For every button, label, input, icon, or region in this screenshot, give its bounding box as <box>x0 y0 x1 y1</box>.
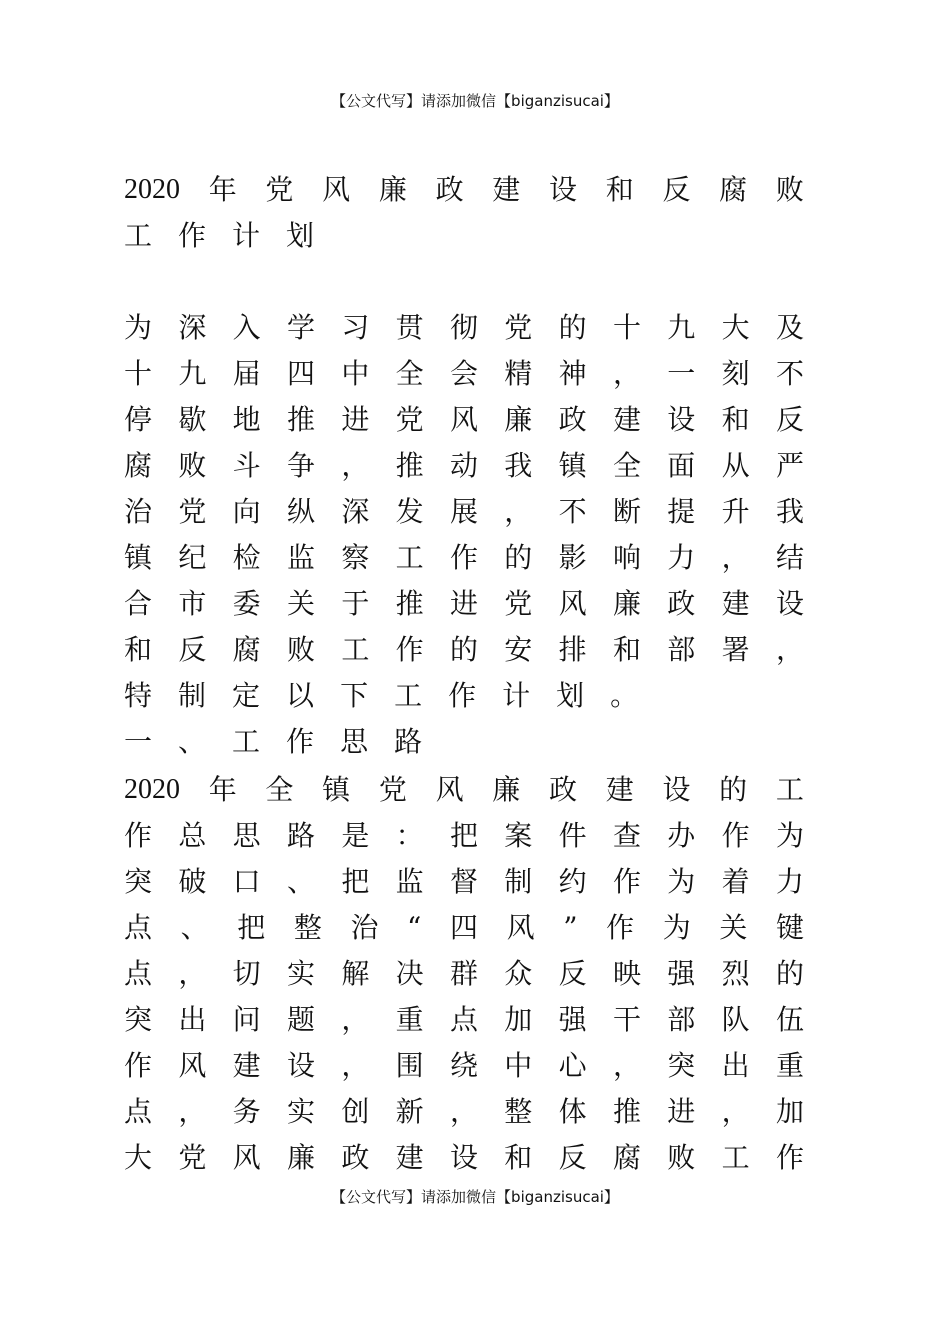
text-glyph: ， <box>612 357 641 390</box>
text-glyph: 的 <box>775 957 804 990</box>
text-glyph: 围 <box>395 1049 424 1082</box>
text-glyph: 一 <box>124 725 153 758</box>
text-glyph: 委 <box>232 587 261 620</box>
text-glyph: 神 <box>558 357 587 390</box>
text-glyph: 把 <box>449 819 478 852</box>
text-glyph: 绕 <box>449 1049 478 1082</box>
text-glyph: 和 <box>124 633 153 666</box>
text-glyph: 全 <box>265 773 294 806</box>
text-glyph: 查 <box>612 819 641 852</box>
text-glyph: 党 <box>178 495 207 528</box>
text-glyph: 作 <box>395 633 424 666</box>
text-glyph: 突 <box>667 1049 696 1082</box>
text-glyph: 破 <box>178 865 207 898</box>
text-glyph: ， <box>341 449 370 482</box>
text-glyph: 整 <box>293 911 322 944</box>
text-glyph: 影 <box>558 541 587 574</box>
text-glyph: 深 <box>178 311 207 344</box>
text-glyph: 干 <box>612 1003 641 1036</box>
text-glyph: 问 <box>232 1003 261 1036</box>
text-glyph: 的 <box>504 541 533 574</box>
text-glyph: 败 <box>286 633 315 666</box>
text-glyph: 为 <box>662 911 691 944</box>
paragraph-line <box>124 906 804 950</box>
paragraph-line <box>124 352 804 396</box>
text-glyph: 督 <box>449 865 478 898</box>
paragraph-line <box>124 1090 804 1134</box>
text-glyph: 的 <box>558 311 587 344</box>
text-glyph: 我 <box>504 449 533 482</box>
text-glyph: 党 <box>504 311 533 344</box>
text-glyph: 建 <box>721 587 750 620</box>
text-glyph: 提 <box>667 495 696 528</box>
text-glyph: 进 <box>667 1095 696 1128</box>
text-glyph: 我 <box>775 495 804 528</box>
text-glyph: 。 <box>610 679 639 712</box>
text-glyph: 力 <box>775 865 804 898</box>
text-glyph: 的 <box>449 633 478 666</box>
text-glyph: 制 <box>504 865 533 898</box>
text-glyph: 强 <box>667 957 696 990</box>
text-glyph: 风 <box>435 773 464 806</box>
text-glyph: 反 <box>662 173 691 206</box>
text-glyph: ， <box>341 1003 370 1036</box>
text-glyph: ： <box>395 819 424 852</box>
text-glyph: 队 <box>721 1003 750 1036</box>
text-glyph: 排 <box>558 633 587 666</box>
text-glyph: 和 <box>612 633 641 666</box>
text-glyph: 以 <box>286 679 315 712</box>
text-glyph: 和 <box>605 173 634 206</box>
text-glyph: 实 <box>286 1095 315 1128</box>
text-glyph: 作 <box>124 819 153 852</box>
text-glyph: 动 <box>449 449 478 482</box>
text-glyph: 及 <box>775 311 804 344</box>
text-glyph: 九 <box>667 311 696 344</box>
text-glyph: 路 <box>286 819 315 852</box>
text-glyph: 划 <box>556 679 585 712</box>
text-glyph: 下 <box>340 679 369 712</box>
text-glyph: 制 <box>178 679 207 712</box>
text-glyph: 是 <box>341 819 370 852</box>
text-glyph: 展 <box>449 495 478 528</box>
text-glyph: ， <box>721 1095 750 1128</box>
text-glyph: 反 <box>178 633 207 666</box>
text-glyph: 强 <box>558 1003 587 1036</box>
text-glyph: 设 <box>667 403 696 436</box>
text-glyph: 切 <box>232 957 261 990</box>
text-glyph: 治 <box>124 495 153 528</box>
text-glyph: 着 <box>721 865 750 898</box>
text-glyph: 腐 <box>124 449 153 482</box>
text-glyph: 从 <box>721 449 750 482</box>
text-glyph: 风 <box>232 1141 261 1174</box>
text-glyph: 案 <box>504 819 533 852</box>
text-glyph: 键 <box>775 911 804 944</box>
paragraph-line <box>124 814 804 858</box>
text-glyph: ， <box>178 1095 207 1128</box>
text-glyph: 安 <box>504 633 533 666</box>
text-glyph: “ <box>407 911 422 944</box>
text-glyph: 作 <box>775 1141 804 1174</box>
text-glyph: 口 <box>232 865 261 898</box>
text-glyph: 设 <box>775 587 804 620</box>
text-glyph: 十 <box>612 311 641 344</box>
text-glyph: 作 <box>286 725 315 758</box>
text-glyph: 办 <box>667 819 696 852</box>
paragraph-line <box>124 444 804 488</box>
paragraph-line <box>124 582 804 626</box>
text-glyph: 腐 <box>612 1141 641 1174</box>
text-glyph: 工 <box>721 1141 750 1174</box>
text-glyph: 点 <box>124 911 153 944</box>
text-glyph: 突 <box>124 865 153 898</box>
paragraph-line <box>124 628 804 672</box>
text-glyph: 检 <box>232 541 261 574</box>
text-glyph: 创 <box>341 1095 370 1128</box>
text-glyph: 廉 <box>612 587 641 620</box>
text-glyph: 大 <box>721 311 750 344</box>
text-glyph: 纪 <box>178 541 207 574</box>
text-glyph: 于 <box>341 587 370 620</box>
paragraph-line <box>124 952 804 996</box>
paragraph-line <box>124 490 804 534</box>
text-glyph: 风 <box>178 1049 207 1082</box>
text-glyph: 思 <box>340 725 369 758</box>
text-glyph: 把 <box>341 865 370 898</box>
text-glyph: 作 <box>606 911 635 944</box>
text-glyph: 反 <box>558 1141 587 1174</box>
text-glyph: 地 <box>232 403 261 436</box>
paragraph-line <box>124 398 804 442</box>
text-glyph: 败 <box>667 1141 696 1174</box>
text-glyph: 不 <box>775 357 804 390</box>
text-glyph: 政 <box>435 173 464 206</box>
text-glyph: 向 <box>232 495 261 528</box>
document-title-line-2 <box>124 214 804 258</box>
text-glyph: 总 <box>178 819 207 852</box>
text-glyph: 作 <box>612 865 641 898</box>
text-glyph: 停 <box>124 403 153 436</box>
text-glyph: 2020 <box>124 174 180 205</box>
text-glyph: 学 <box>286 311 315 344</box>
text-glyph: 工 <box>395 541 424 574</box>
text-glyph: 九 <box>178 357 207 390</box>
text-glyph: 和 <box>504 1141 533 1174</box>
paragraph-line <box>124 306 804 350</box>
text-glyph: 四 <box>286 357 315 390</box>
text-glyph: 群 <box>449 957 478 990</box>
text-glyph: 关 <box>286 587 315 620</box>
paragraph-line <box>124 998 804 1042</box>
text-glyph: 习 <box>341 311 370 344</box>
text-glyph: 进 <box>449 587 478 620</box>
text-glyph: 全 <box>395 357 424 390</box>
text-glyph: 全 <box>612 449 641 482</box>
text-glyph: 重 <box>395 1003 424 1036</box>
text-glyph: 为 <box>775 819 804 852</box>
paragraph-line <box>124 768 804 812</box>
text-glyph: 党 <box>378 773 407 806</box>
page-header-watermark: 【公文代写】请添加微信【biganzisucai】 <box>331 92 619 110</box>
text-glyph: 推 <box>395 449 424 482</box>
page-footer-watermark: 【公文代写】请添加微信【biganzisucai】 <box>331 1188 619 1206</box>
text-glyph: 中 <box>341 357 370 390</box>
text-glyph: 出 <box>178 1003 207 1036</box>
text-glyph: 争 <box>286 449 315 482</box>
text-glyph: 烈 <box>721 957 750 990</box>
text-glyph: 点 <box>449 1003 478 1036</box>
text-glyph: 整 <box>504 1095 533 1128</box>
text-glyph: 党 <box>395 403 424 436</box>
text-glyph: 政 <box>667 587 696 620</box>
text-glyph: 镇 <box>322 773 351 806</box>
text-glyph: 为 <box>667 865 696 898</box>
text-glyph: 设 <box>449 1141 478 1174</box>
text-glyph: 加 <box>504 1003 533 1036</box>
text-glyph: 大 <box>124 1141 153 1174</box>
text-glyph: ， <box>612 1049 641 1082</box>
paragraph-line <box>124 536 804 580</box>
text-glyph: 题 <box>286 1003 315 1036</box>
text-glyph: 路 <box>394 725 423 758</box>
text-glyph: 响 <box>612 541 641 574</box>
text-glyph: 工 <box>232 725 261 758</box>
text-glyph: ， <box>449 1095 478 1128</box>
text-glyph: 建 <box>395 1141 424 1174</box>
text-glyph: 、 <box>286 865 315 898</box>
text-glyph: 严 <box>775 449 804 482</box>
text-glyph: 决 <box>395 957 424 990</box>
text-glyph: 建 <box>492 173 521 206</box>
text-glyph: 建 <box>612 403 641 436</box>
text-glyph: 设 <box>549 173 578 206</box>
text-glyph: 廉 <box>286 1141 315 1174</box>
text-glyph: 风 <box>322 173 351 206</box>
text-glyph: 众 <box>504 957 533 990</box>
section-heading <box>124 720 804 764</box>
text-glyph: 反 <box>775 403 804 436</box>
text-glyph: 合 <box>124 587 153 620</box>
text-glyph: 政 <box>549 773 578 806</box>
text-glyph: 映 <box>612 957 641 990</box>
text-glyph: 风 <box>558 587 587 620</box>
text-glyph: 面 <box>667 449 696 482</box>
text-glyph: 廉 <box>504 403 533 436</box>
text-glyph: 一 <box>667 357 696 390</box>
text-glyph: 、 <box>178 725 207 758</box>
text-glyph: 党 <box>504 587 533 620</box>
text-glyph: ， <box>504 495 533 528</box>
text-glyph: 廉 <box>492 773 521 806</box>
text-glyph: 腐 <box>232 633 261 666</box>
text-glyph: 察 <box>341 541 370 574</box>
text-glyph: 四 <box>449 911 478 944</box>
paragraph-line <box>124 1136 804 1180</box>
text-glyph: 作 <box>448 679 477 712</box>
text-glyph: 为 <box>124 311 153 344</box>
document-title-line-1 <box>124 168 804 212</box>
text-glyph: 腐 <box>719 173 748 206</box>
text-glyph: 解 <box>341 957 370 990</box>
text-glyph: ， <box>178 957 207 990</box>
text-glyph: 和 <box>721 403 750 436</box>
text-glyph: 深 <box>341 495 370 528</box>
text-glyph: 发 <box>395 495 424 528</box>
text-glyph: 体 <box>558 1095 587 1128</box>
text-glyph: 务 <box>232 1095 261 1128</box>
text-glyph: 署 <box>721 633 750 666</box>
text-glyph: 件 <box>558 819 587 852</box>
text-glyph: 设 <box>286 1049 315 1082</box>
text-glyph: 纵 <box>286 495 315 528</box>
text-glyph: ” <box>563 911 578 944</box>
text-glyph: 计 <box>232 219 261 252</box>
text-glyph: 风 <box>506 911 535 944</box>
text-glyph: 镇 <box>124 541 153 574</box>
text-glyph: 刻 <box>721 357 750 390</box>
paragraph-line <box>124 860 804 904</box>
text-glyph: 点 <box>124 957 153 990</box>
text-glyph: 加 <box>775 1095 804 1128</box>
text-glyph: 入 <box>232 311 261 344</box>
text-glyph: 廉 <box>378 173 407 206</box>
text-glyph: 思 <box>232 819 261 852</box>
text-glyph: 中 <box>504 1049 533 1082</box>
text-glyph: 作 <box>721 819 750 852</box>
text-glyph: 作 <box>124 1049 153 1082</box>
text-glyph: 推 <box>612 1095 641 1128</box>
paragraph-line <box>124 1044 804 1088</box>
text-glyph: 不 <box>558 495 587 528</box>
text-glyph: 工 <box>775 773 804 806</box>
text-glyph: 政 <box>341 1141 370 1174</box>
text-glyph: 监 <box>286 541 315 574</box>
text-glyph: 约 <box>558 865 587 898</box>
text-glyph: 工 <box>124 219 153 252</box>
text-glyph: ， <box>341 1049 370 1082</box>
text-glyph: 治 <box>350 911 379 944</box>
text-glyph: 特 <box>124 679 153 712</box>
text-glyph: 、 <box>180 911 209 944</box>
text-glyph: 斗 <box>232 449 261 482</box>
text-glyph: 党 <box>178 1141 207 1174</box>
text-glyph: 点 <box>124 1095 153 1128</box>
text-glyph: 政 <box>558 403 587 436</box>
text-glyph: 结 <box>775 541 804 574</box>
text-glyph: 实 <box>286 957 315 990</box>
text-glyph: ， <box>775 633 804 666</box>
text-glyph: 2020 <box>124 774 180 805</box>
text-glyph: 部 <box>667 1003 696 1036</box>
text-glyph: 的 <box>719 773 748 806</box>
text-glyph: 定 <box>232 679 261 712</box>
text-glyph: 部 <box>667 633 696 666</box>
text-glyph: ， <box>721 541 750 574</box>
text-glyph: 关 <box>719 911 748 944</box>
paragraph-line <box>124 674 804 718</box>
text-glyph: 贯 <box>395 311 424 344</box>
text-glyph: 监 <box>395 865 424 898</box>
text-glyph: 年 <box>208 773 237 806</box>
text-glyph: 进 <box>341 403 370 436</box>
text-glyph: 推 <box>286 403 315 436</box>
text-glyph: 作 <box>178 219 207 252</box>
text-glyph: 心 <box>558 1049 587 1082</box>
text-glyph: 市 <box>178 587 207 620</box>
text-glyph: 力 <box>667 541 696 574</box>
text-glyph: 风 <box>449 403 478 436</box>
text-glyph: 彻 <box>449 311 478 344</box>
text-glyph: 设 <box>662 773 691 806</box>
text-glyph: 年 <box>208 173 237 206</box>
text-glyph: 建 <box>605 773 634 806</box>
text-glyph: 败 <box>178 449 207 482</box>
text-glyph: 把 <box>237 911 266 944</box>
text-glyph: 断 <box>612 495 641 528</box>
text-glyph: 镇 <box>558 449 587 482</box>
text-glyph: 伍 <box>775 1003 804 1036</box>
text-glyph: 突 <box>124 1003 153 1036</box>
text-glyph: 出 <box>721 1049 750 1082</box>
text-glyph: 败 <box>775 173 804 206</box>
text-glyph: 会 <box>449 357 478 390</box>
text-glyph: 精 <box>504 357 533 390</box>
text-glyph: 建 <box>232 1049 261 1082</box>
text-glyph: 升 <box>721 495 750 528</box>
text-glyph: 反 <box>558 957 587 990</box>
text-glyph: 新 <box>395 1095 424 1128</box>
text-glyph: 届 <box>232 357 261 390</box>
text-glyph: 党 <box>265 173 294 206</box>
text-glyph: 重 <box>775 1049 804 1082</box>
text-glyph: 计 <box>502 679 531 712</box>
text-glyph: 歇 <box>178 403 207 436</box>
text-glyph: 工 <box>394 679 423 712</box>
text-glyph: 作 <box>449 541 478 574</box>
text-glyph: 推 <box>395 587 424 620</box>
text-glyph: 工 <box>341 633 370 666</box>
text-glyph: 划 <box>286 219 315 252</box>
text-glyph: 十 <box>124 357 153 390</box>
